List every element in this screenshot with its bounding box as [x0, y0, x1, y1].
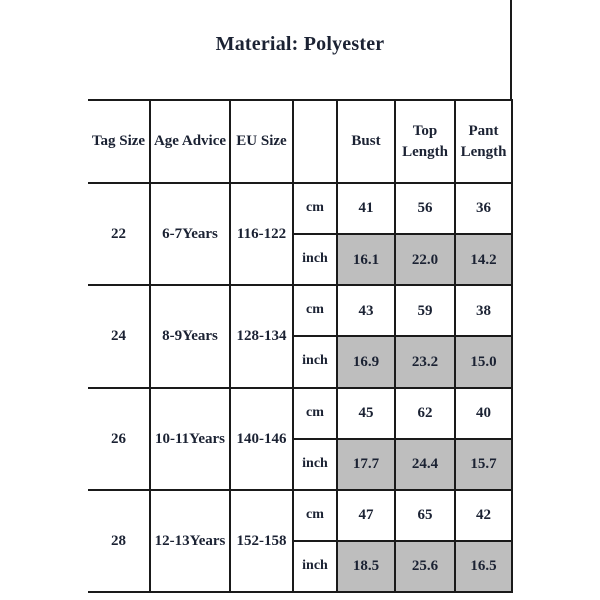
- age-advice-cell: 8-9Years: [150, 285, 230, 387]
- bust-cm-cell: 47: [337, 490, 395, 541]
- table-row-cm: [88, 285, 512, 336]
- unit-inch-cell: inch: [293, 336, 337, 387]
- bust-inch-cell: 16.1: [337, 234, 395, 285]
- pant-length-cm-cell: 36: [455, 183, 512, 234]
- top-length-inch-cell: 25.6: [395, 541, 455, 592]
- header-pant-length: Pant Length: [455, 100, 512, 183]
- size-chart-table: [88, 99, 513, 593]
- top-length-cm-cell: 59: [395, 285, 455, 336]
- vertical-rule: [510, 0, 512, 101]
- pant-length-inch-cell: 16.5: [455, 541, 512, 592]
- pant-length-inch-cell: 14.2: [455, 234, 512, 285]
- unit-cm-cell: cm: [293, 183, 337, 234]
- table-header-row: [88, 100, 512, 183]
- eu-size-cell: 128-134: [230, 285, 293, 387]
- unit-cm-cell: cm: [293, 388, 337, 439]
- pant-length-cm-cell: 38: [455, 285, 512, 336]
- eu-size-cell: 116-122: [230, 183, 293, 285]
- table-row-cm: [88, 388, 512, 439]
- eu-size-cell: 140-146: [230, 388, 293, 490]
- pant-length-inch-cell: 15.0: [455, 336, 512, 387]
- tag-size-cell: 22: [88, 183, 150, 285]
- header-unit: [293, 100, 337, 183]
- tag-size-cell: 28: [88, 490, 150, 592]
- header-top-length: Top Length: [395, 100, 455, 183]
- age-advice-cell: 6-7Years: [150, 183, 230, 285]
- age-advice-cell: 10-11Years: [150, 388, 230, 490]
- unit-cm-cell: cm: [293, 490, 337, 541]
- top-length-inch-cell: 24.4: [395, 439, 455, 490]
- top-length-cm-cell: 62: [395, 388, 455, 439]
- page-title: Material: Polyester: [215, 33, 385, 55]
- pant-length-cm-cell: 42: [455, 490, 512, 541]
- table-row-cm: [88, 183, 512, 234]
- bust-cm-cell: 45: [337, 388, 395, 439]
- header-age-advice: Age Advice: [150, 100, 230, 183]
- tag-size-cell: 24: [88, 285, 150, 387]
- bust-inch-cell: 17.7: [337, 439, 395, 490]
- top-length-cm-cell: 56: [395, 183, 455, 234]
- age-advice-cell: 12-13Years: [150, 490, 230, 592]
- bust-cm-cell: 43: [337, 285, 395, 336]
- header-tag-size: Tag Size: [88, 100, 150, 183]
- pant-length-cm-cell: 40: [455, 388, 512, 439]
- bust-inch-cell: 16.9: [337, 336, 395, 387]
- bust-cm-cell: 41: [337, 183, 395, 234]
- header-bust: Bust: [337, 100, 395, 183]
- top-length-inch-cell: 22.0: [395, 234, 455, 285]
- top-length-cm-cell: 65: [395, 490, 455, 541]
- table-row-cm: [88, 490, 512, 541]
- tag-size-cell: 26: [88, 388, 150, 490]
- unit-inch-cell: inch: [293, 439, 337, 490]
- unit-inch-cell: inch: [293, 541, 337, 592]
- pant-length-inch-cell: 15.7: [455, 439, 512, 490]
- header-eu-size: EU Size: [230, 100, 293, 183]
- top-length-inch-cell: 23.2: [395, 336, 455, 387]
- unit-inch-cell: inch: [293, 234, 337, 285]
- eu-size-cell: 152-158: [230, 490, 293, 592]
- unit-cm-cell: cm: [293, 285, 337, 336]
- bust-inch-cell: 18.5: [337, 541, 395, 592]
